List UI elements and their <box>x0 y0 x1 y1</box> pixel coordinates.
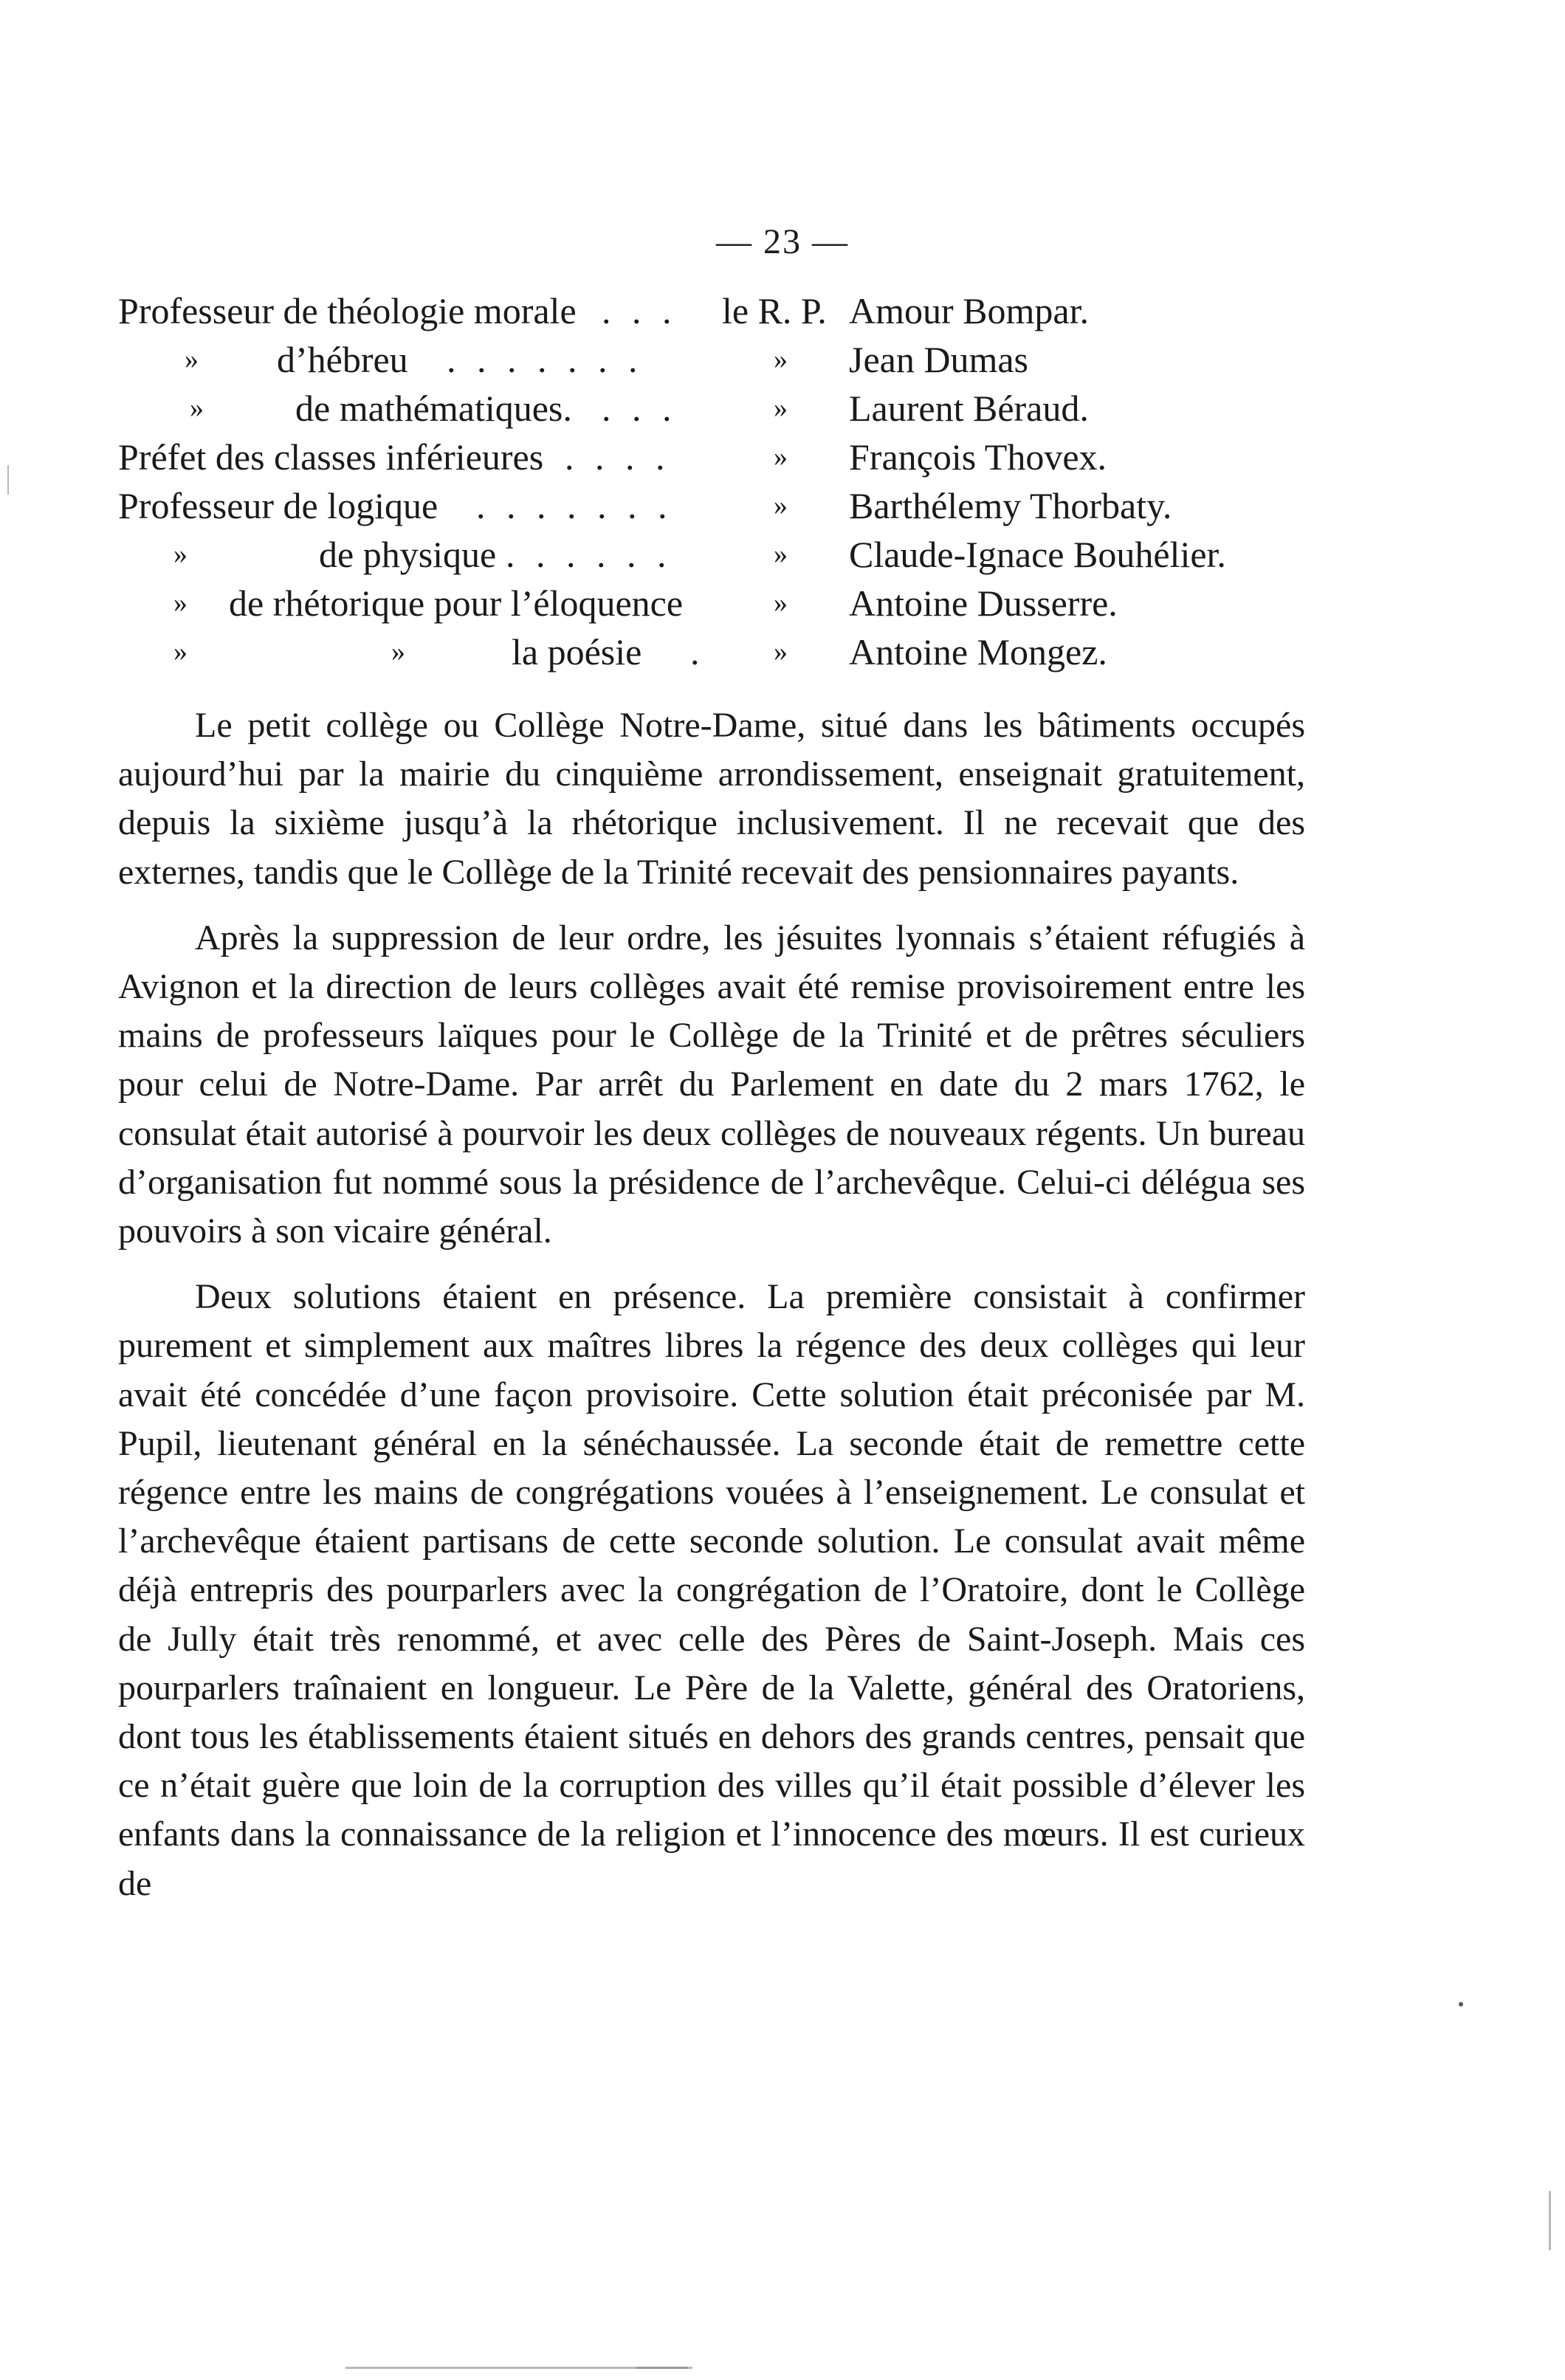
staff-row <box>118 433 1299 481</box>
staff-row <box>118 286 1299 335</box>
leader-dots: . . . . . . . <box>447 339 644 380</box>
scan-mark <box>1549 2191 1551 2250</box>
ditto-mark: » <box>391 636 405 667</box>
ditto-mark: » <box>173 636 188 667</box>
staff-title: la poésie <box>512 631 642 673</box>
ditto-mark: » <box>173 539 188 570</box>
staff-title: Professeur de logique <box>118 485 438 526</box>
page-number: — 23 — <box>716 222 849 261</box>
staff-name: Antoine Mongez. <box>849 631 1107 673</box>
staff-row <box>118 481 1299 530</box>
staff-prefix: » <box>774 636 788 667</box>
staff-prefix: » <box>774 490 788 521</box>
paragraph: Deux solutions étaient en présence. La première consistait à confirmer purement et simplement aux maîtres libres la régence des deux collèges qui leur avait été concédée d’une façon provisoire. Cette solution était préconisée par M. Pupil, lieutenant général en la sénéchaussée. La seconde était de remettre cette régence entre les mains de congrégations vouées à l’enseignement. Le consulat et l’archevêque étaient partisans de cette seconde solution. Le consulat avait même déjà entrepris des pourparlers avec la congrégation de l’Oratoire, dont le Collège de Jully était très renommé, et avec celle des Pères de Saint-Joseph. Mais ces pourparlers traînaient en longueur. Le Père de la Valette, général des Oratoriens, dont tous les établissements étaient situés en dehors des grands centres, pensait que ce n’était guère que loin de la corruption des villes qu’il était possible d’élever les enfants dans la connaissance de la religion et l’innocence des mœurs. Il est curieux de <box>118 1277 1305 1903</box>
leader-dots: . . . <box>602 388 678 429</box>
leader-dots: . . . . . . <box>506 534 673 575</box>
staff-name: Amour Bompar. <box>849 290 1089 331</box>
staff-row <box>118 335 1299 384</box>
staff-prefix: » <box>774 393 788 424</box>
staff-row <box>118 579 1299 627</box>
staff-row <box>118 530 1299 579</box>
staff-prefix: » <box>774 588 788 619</box>
staff-row <box>118 384 1299 433</box>
staff-name: Claude-Ignace Bouhélier. <box>849 534 1226 575</box>
staff-title: de rhétorique pour l’éloquence <box>229 582 684 624</box>
paragraph: Après la suppression de leur ordre, les jésuites lyonnais s’étaient réfugiés à Avignon et la direction de leurs collèges avait été remise provisoirement entre les mains de professeurs laïques pour le Collège de la Trinité et de prêtres séculiers pour celui de Notre-Dame. Par arrêt du Parlement en date du 2 mars 1762, le consulat était autorisé à pourvoir les deux collèges de nouveaux régents. Un bureau d’organisation fut nommé sous la présidence de l’archevêque. Celui-ci délégua ses pouvoirs à son vicaire général. <box>118 918 1305 1251</box>
staff-title: Préfet des classes inférieures <box>118 436 544 478</box>
staff-prefix: » <box>774 441 788 472</box>
staff-title: de physique <box>319 534 497 575</box>
ditto-mark: » <box>173 588 188 619</box>
staff-name: Barthélemy Thorbaty. <box>849 485 1172 526</box>
leader-dots: . . . . . . . <box>476 485 673 526</box>
staff-name: Antoine Dusserre. <box>849 582 1118 624</box>
leader-dots: . . . <box>602 290 678 331</box>
ditto-mark: » <box>190 393 204 424</box>
ditto-mark: » <box>185 344 199 375</box>
staff-title: de mathématiques. <box>295 388 572 429</box>
body-text <box>118 701 1305 1908</box>
scan-mark <box>636 2367 688 2369</box>
staff-list <box>118 286 1299 676</box>
scan-mark <box>7 465 9 495</box>
staff-prefix: » <box>774 539 788 570</box>
staff-row <box>118 627 1299 676</box>
paragraph: Le petit collège ou Collège Notre-Dame, situé dans les bâtiments occupés aujourd’hui par la mairie du cinquième arrondissement, enseignait gratuitement, depuis la sixième jusqu’à la rhétorique inclusivement. Il ne recevait que des externes, tandis que le Collège de la Trinité recevait des pensionnaires payants. <box>118 706 1305 892</box>
staff-name: Jean Dumas <box>849 339 1028 380</box>
scan-mark <box>1459 2002 1463 2006</box>
staff-name: François Thovex. <box>849 436 1107 478</box>
staff-title: Professeur de théologie morale <box>118 290 577 331</box>
staff-title: d’hébreu <box>277 339 408 380</box>
leader-dots: . . . . <box>565 436 671 478</box>
staff-name: Laurent Béraud. <box>849 388 1089 429</box>
staff-prefix: le R. P. <box>722 290 827 331</box>
staff-prefix: » <box>774 344 788 375</box>
leader-dots: . <box>690 631 706 673</box>
